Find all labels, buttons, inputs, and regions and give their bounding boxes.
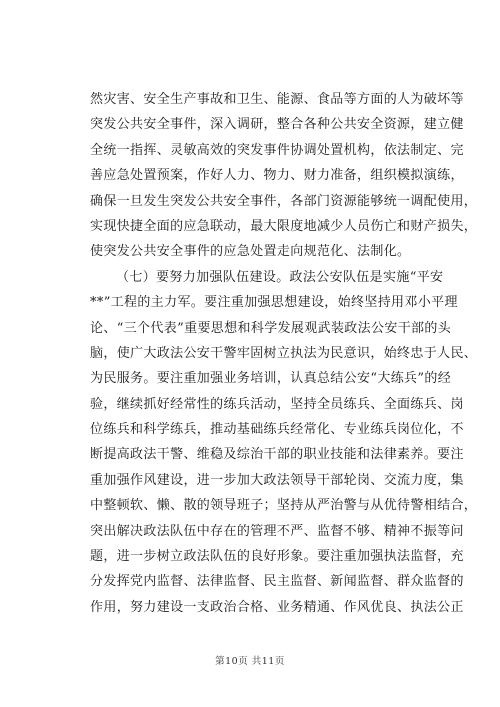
text-line: 重加强作风建设，进一步加大政法领导干部轮岗、交流力度，集 [90, 472, 464, 488]
text-line: 为民服务。要注重加强业务培训，认真总结公安“大练兵”的经 [90, 371, 452, 387]
text-line: 验，继续抓好经常性的练兵活动，坚持全员练兵、全面练兵、岗 [90, 396, 464, 412]
text-line: 论、“三个代表”重要思想和科学发展观武装政法公安干部的头 [90, 320, 452, 336]
text-line: 善应急处置预案，作好人力、物力、财力准备，组织模拟演练， [90, 168, 464, 184]
text-line: 突发公共安全事件，深入调研，整合各种公共安全资源，建立健 [90, 117, 464, 133]
page-number-footer: 第10页 共11页 [215, 656, 285, 667]
paragraph-first-line: （七）要努力加强队伍建设。政法公安队伍是实施“平安 [116, 269, 444, 285]
text-line: 然灾害、安全生产事故和卫生、能源、食品等方面的人为破坏等 [90, 92, 464, 107]
body-text [90, 87, 478, 620]
text-line: 确保一旦发生突发公共安全事件，各部门资源能够统一调配使用， [90, 193, 478, 209]
text-line: 全统一指挥、灵敏高效的突发事件协调处置机构，依法制定、完 [90, 142, 464, 158]
text-line: 中整顿软、懒、散的领导班子；坚持从严治警与从优待警相结合， [90, 498, 478, 514]
text-line: 题，进一步树立政法队伍的良好形象。要注重加强执法监督，充 [90, 549, 464, 565]
text-line: 位练兵和科学练兵，推动基础练兵经常化、专业练兵岗位化，不 [90, 422, 464, 438]
text-line: 突出解决政法队伍中存在的管理不严、监督不够、精神不振等问 [90, 523, 464, 539]
text-line: 分发挥党内监督、法律监督、民主监督、新闻监督、群众监督的 [90, 574, 464, 590]
text-line: 使突发公共安全事件的应急处置走向规范化、法制化。 [90, 244, 411, 260]
text-line: **”工程的主力军。要注重加强思想建设，始终坚持用邓小平理 [90, 295, 458, 311]
text-line: 断提高政法干警、维稳及综治干部的职业技能和法律素养。要注 [90, 447, 464, 463]
text-line: 作用，努力建设一支政治合格、业务精通、作风优良、执法公正 [90, 599, 464, 615]
text-line: 实现快捷全面的应急联动，最大限度地减少人员伤亡和财产损失， [90, 218, 478, 234]
text-line: 脑，使广大政法公安干警牢固树立执法为民意识，始终忠于人民、 [90, 345, 478, 361]
